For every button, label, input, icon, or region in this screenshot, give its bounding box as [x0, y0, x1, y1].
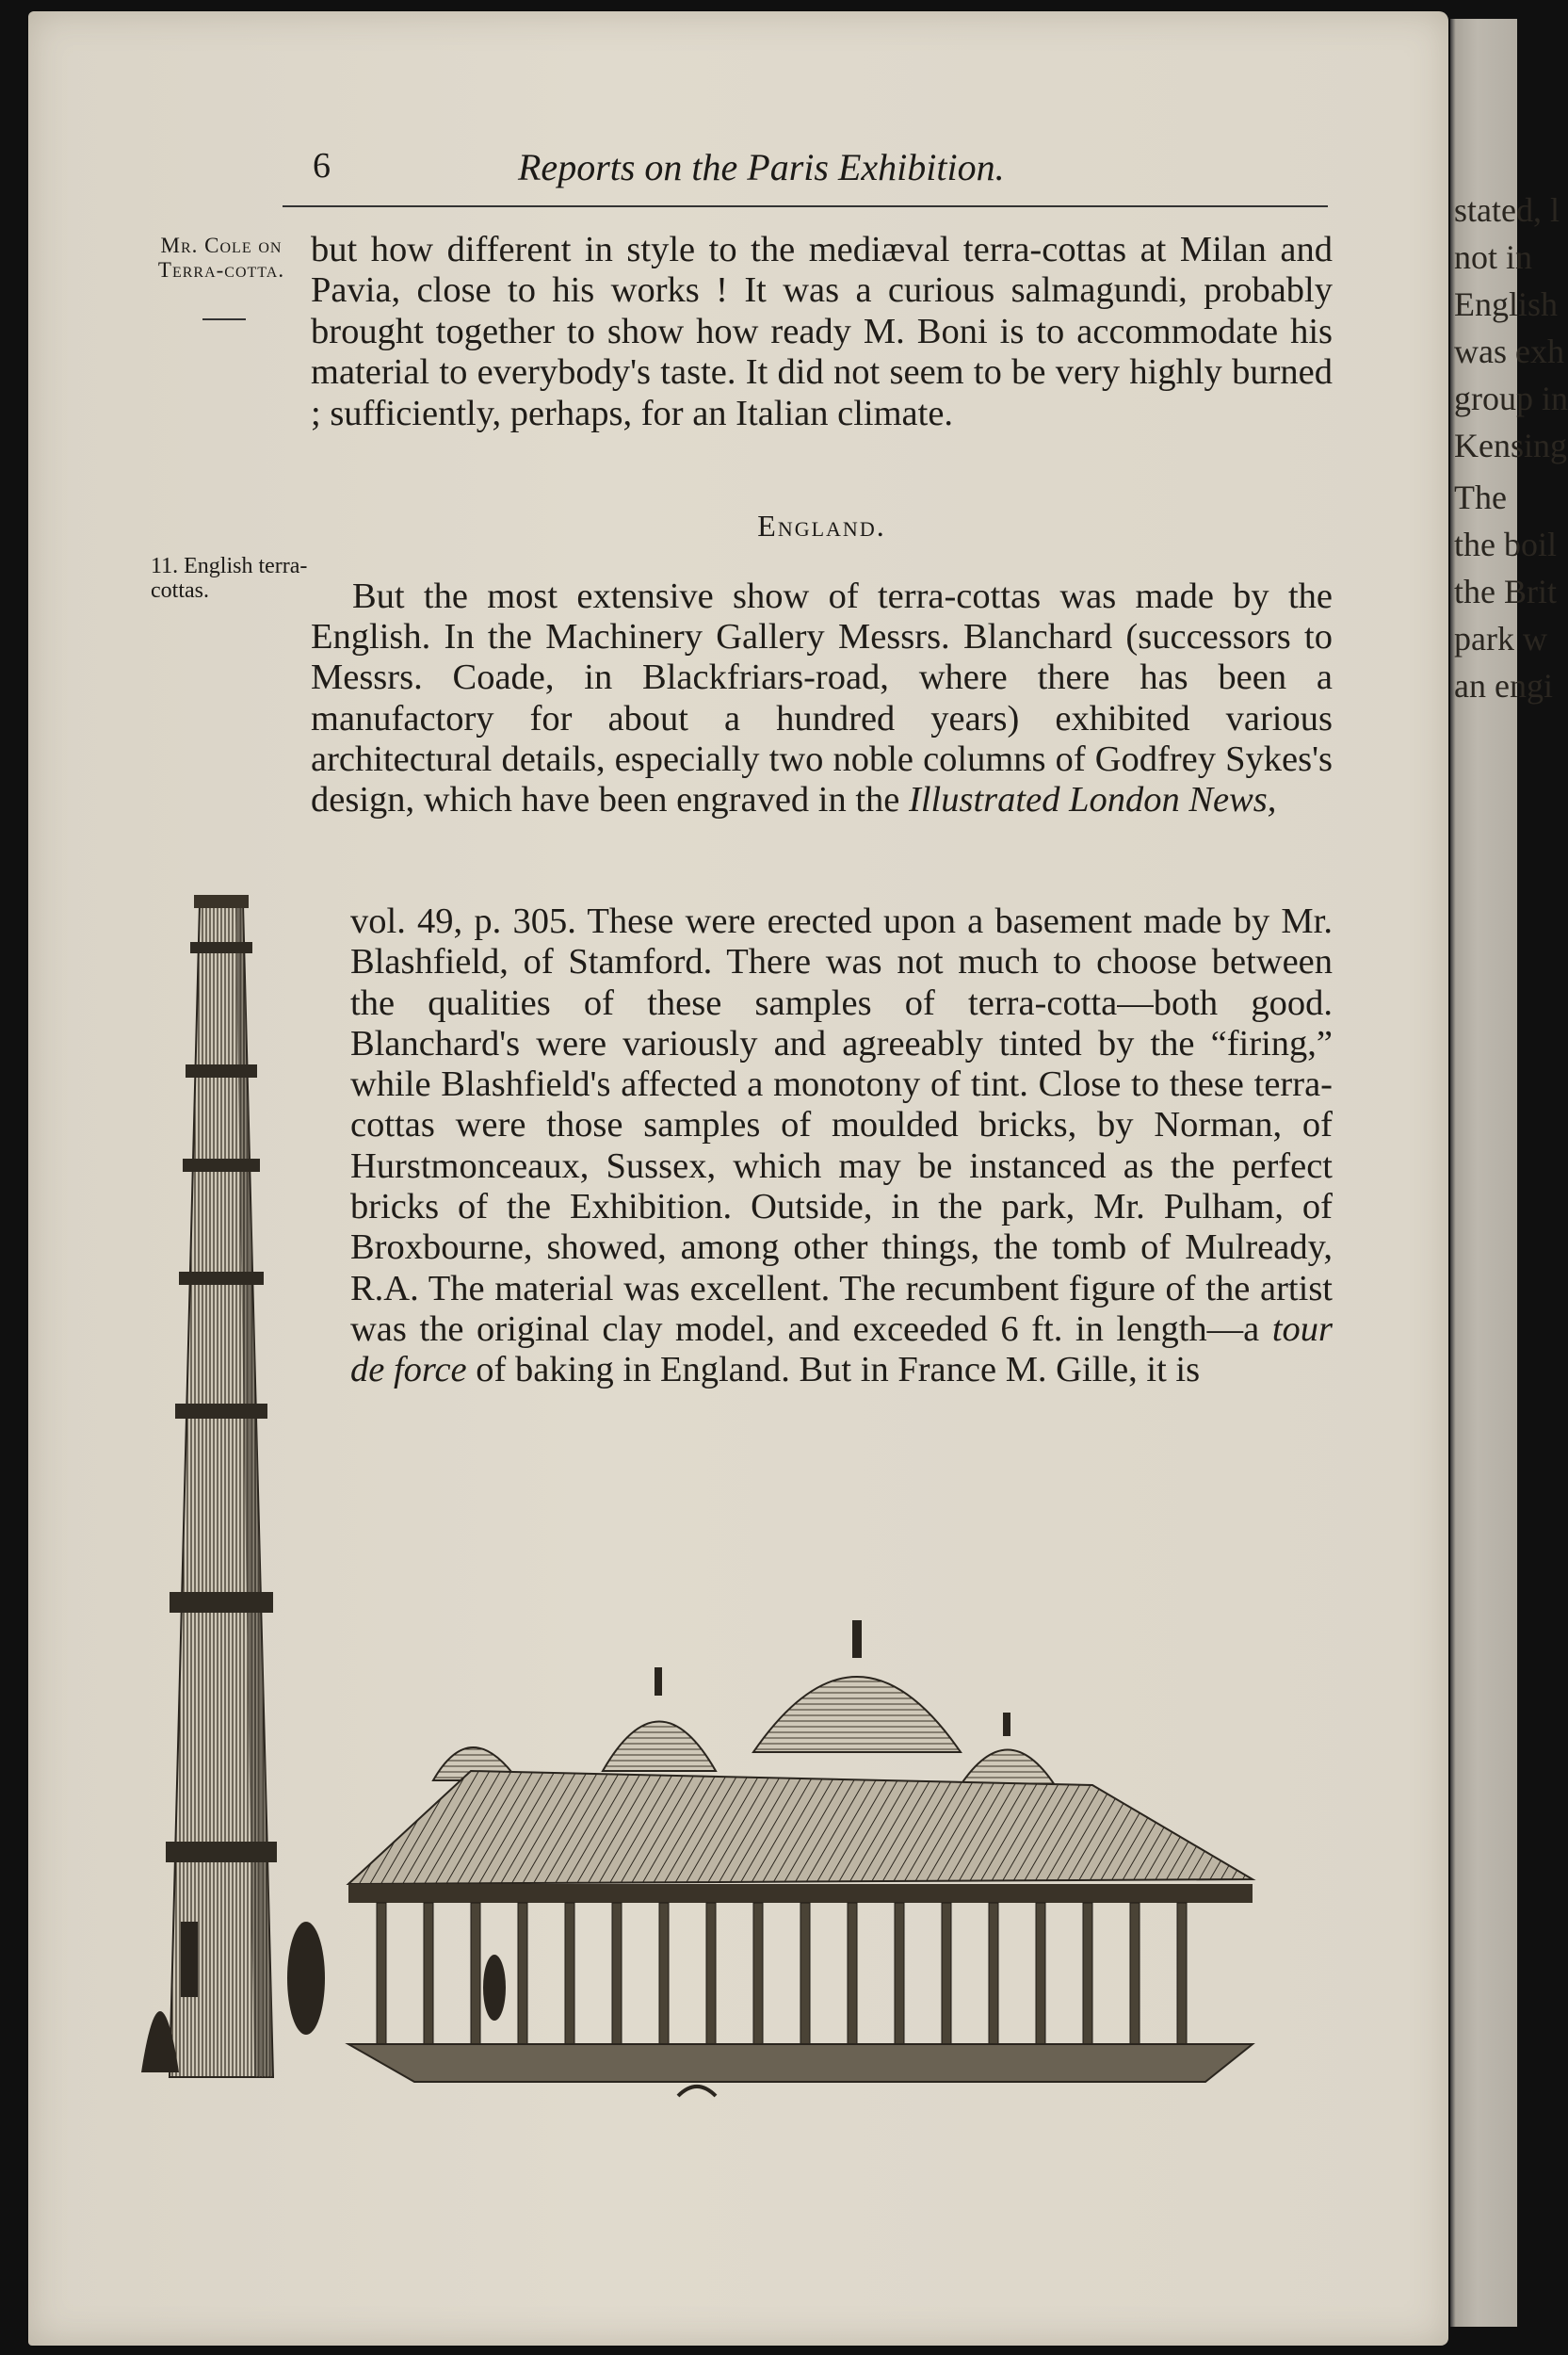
- facing-fragment: not in: [1454, 238, 1533, 276]
- margin-note-rule: [202, 318, 246, 320]
- paragraph-2: [311, 577, 1333, 820]
- facing-fragment: the boil: [1454, 526, 1557, 563]
- paragraph-2-italic-2: tour de force: [350, 1308, 1334, 1390]
- facing-fragment: English: [1454, 285, 1559, 323]
- tower-engraving: [141, 876, 301, 2077]
- facing-fragment: park w: [1454, 620, 1547, 658]
- paragraph-2-text-c: of baking in England. But in France M. Gille, it is: [476, 1350, 1201, 1390]
- facing-fragment: an engi: [1454, 667, 1553, 705]
- facing-fragment: was exh: [1454, 333, 1564, 370]
- margin-note-cole: Mr. Cole on Terra-cotta.: [157, 234, 285, 282]
- page-number: 6: [313, 146, 331, 186]
- page-header: [283, 141, 1337, 198]
- running-title: Reports on the Paris Exhibition.: [518, 146, 1005, 188]
- paragraph-1: [311, 230, 1333, 434]
- facing-fragment: Kensing: [1454, 427, 1567, 464]
- facing-page-edge: [1450, 19, 1568, 2327]
- header-rule: [283, 205, 1328, 207]
- paragraph-2-italic: Illustrated London News,: [909, 780, 1277, 820]
- facing-fragment: group in: [1454, 380, 1568, 417]
- facing-fragment: The: [1454, 479, 1507, 516]
- paragraph-2-text-b: vol. 49, p. 305. These were erected upon a basement made by Mr. Blashfield, of Stamford. There was not much to choose between the qualities of these samples of terra-cotta—both good. Blanchard's were variously and agreeably tinted by the “firing,” while Blashfield's affected a monotony of tint. Close to these terra-cottas were those samples of moulded bricks, by Norman, of Hurstmonceaux, Sussex, which may be instanced as the perfect bricks of the Exhibition. Outside, in the park, Mr. Pulham, of Broxbourne, showed, among other things, the tomb of Mulready, R.A. The material was excellent. The recumbent figure of the artist was the original clay model, and exceeded 6 ft. in length—a: [350, 901, 1333, 1349]
- paragraph-1-text: but how different in style to the mediæval terra-cottas at Milan and Pavia, close to his works ! It was a curious salmagundi, probably brought together to show how ready M. Boni is to accommodate his material to everybody's taste. It did not seem to be very highly burned ; sufficiently, perhaps, for an Italian climate.: [311, 230, 1333, 433]
- facing-fragment: stated, l: [1454, 191, 1560, 229]
- section-heading: England.: [757, 509, 886, 543]
- pavilion-engraving: [283, 1583, 1356, 2110]
- paragraph-2-continued: [350, 901, 1333, 1391]
- paragraph-2-text-a: But the most extensive show of terra-cottas was made by the English. In the Machinery Gallery Messrs. Blanchard (successors to Messrs. Coade, in Blackfriars-road, where there has been a manufactory for about a hundred years) exhibited various architectural details, especially two noble columns of Godfrey Sykes's design, which have been engraved in the: [311, 577, 1333, 820]
- facing-fragment: the Brit: [1454, 573, 1557, 610]
- margin-note-english: 11. English terra-cottas.: [151, 554, 308, 603]
